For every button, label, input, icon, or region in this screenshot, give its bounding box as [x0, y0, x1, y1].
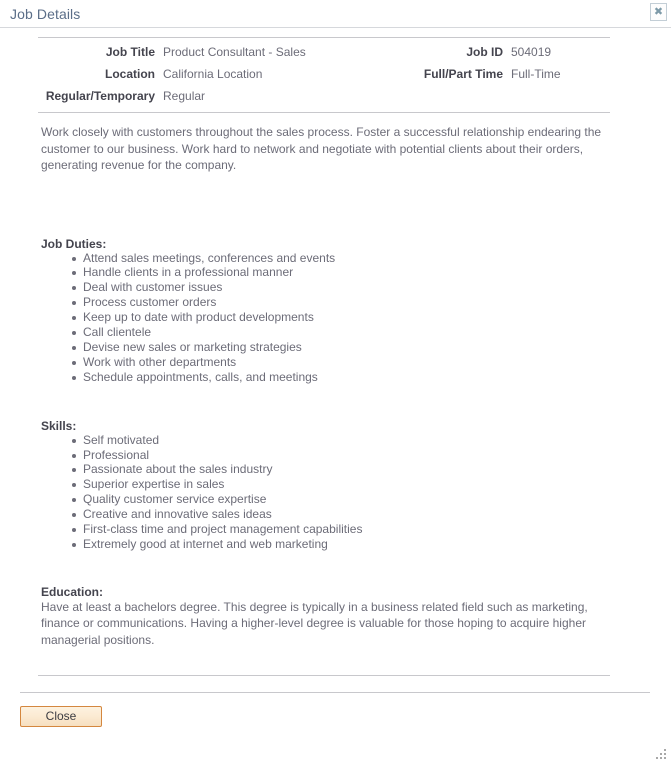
- field-value-location: California Location: [163, 67, 263, 81]
- list-item: Process customer orders: [41, 295, 611, 310]
- divider-footer: [20, 692, 650, 693]
- close-icon[interactable]: ✖: [650, 3, 667, 21]
- skills-list: [41, 433, 611, 552]
- list-item: First-class time and project management capabilities: [41, 522, 611, 537]
- list-item: Keep up to date with product developments: [41, 310, 611, 325]
- list-item: Call clientele: [41, 325, 611, 340]
- job-summary-fields-right: [0, 45, 671, 89]
- list-item: Quality customer service expertise: [41, 492, 611, 507]
- divider-under-fields: [38, 112, 610, 113]
- close-button[interactable]: Close: [20, 706, 102, 727]
- education-text: Have at least a bachelors degree. This degree is typically in a business related field such as marketing, finance or communications. Having a higher-level degree is valuable for those hoping to acquire higher managerial positions.: [41, 599, 588, 647]
- divider-top: [38, 37, 610, 38]
- list-item: Superior expertise in sales: [41, 477, 611, 492]
- list-item: Deal with customer issues: [41, 280, 611, 295]
- field-value-full-part-time: Full-Time: [511, 67, 561, 81]
- field-row-full-part-time: [0, 67, 671, 89]
- field-label-job-title: Job Title: [105, 45, 155, 59]
- list-item: Passionate about the sales industry: [41, 462, 611, 477]
- modal-header: [0, 0, 671, 28]
- field-value-job-title: Product Consultant - Sales: [163, 45, 306, 59]
- list-item: Self motivated: [41, 433, 611, 448]
- list-item: Handle clients in a professional manner: [41, 265, 611, 280]
- job-details-body: [41, 124, 611, 648]
- list-item: Devise new sales or marketing strategies: [41, 340, 611, 355]
- education-heading: Education:: [41, 584, 103, 599]
- page-title: Job Details: [10, 6, 81, 22]
- divider-above-footer: [38, 675, 610, 676]
- field-label-regular-temporary: Regular/Temporary: [45, 89, 155, 103]
- field-value-regular-temporary: Regular: [163, 89, 206, 103]
- job-description: Work closely with customers throughout the sales process. Foster a successful relationship endearing the customer to our business. Work hard to network and negotiate with potential clients about their orders, generating revenue for the company.: [41, 125, 602, 172]
- list-item: Extremely good at internet and web marketing: [41, 537, 611, 552]
- field-label-job-id: Job ID: [466, 45, 503, 59]
- skills-heading: Skills:: [41, 418, 77, 433]
- resize-grip-icon[interactable]: [656, 749, 667, 760]
- field-row-regular-temporary: [0, 89, 671, 111]
- list-item: Work with other departments: [41, 355, 611, 370]
- list-item: Creative and innovative sales ideas: [41, 507, 611, 522]
- field-label-full-part-time: Full/Part Time: [423, 67, 503, 81]
- list-item: Professional: [41, 448, 611, 463]
- field-row-job-id: [0, 45, 671, 67]
- field-value-job-id: 504019: [511, 45, 552, 59]
- list-item: Schedule appointments, calls, and meetings: [41, 370, 611, 385]
- job-duties-heading: Job Duties:: [41, 236, 107, 251]
- field-label-location: Location: [105, 67, 155, 81]
- job-duties-list: [41, 251, 611, 385]
- list-item: Attend sales meetings, conferences and events: [41, 251, 611, 266]
